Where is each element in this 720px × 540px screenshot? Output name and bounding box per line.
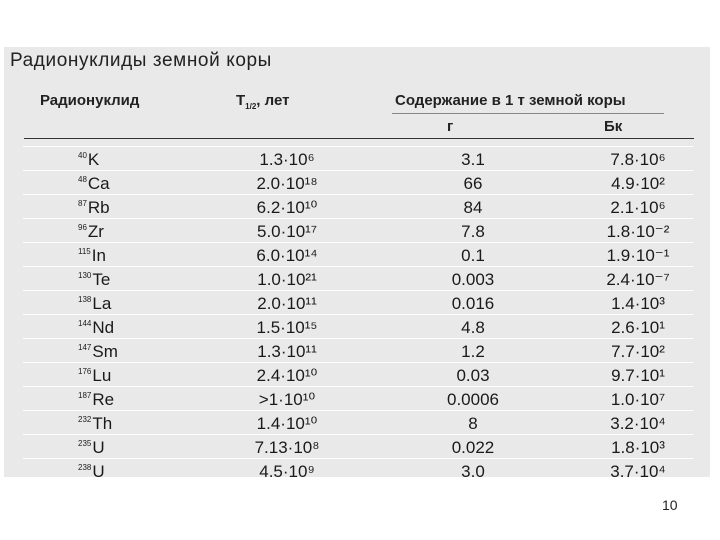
nuclide-cell	[78, 150, 99, 170]
element-symbol: La	[92, 294, 112, 313]
half-life-cell: 1.0·10²¹	[257, 270, 317, 289]
header-content: Содержание в 1 т земной коры	[395, 92, 626, 109]
nuclide-cell	[78, 222, 104, 242]
header-grams: г	[447, 118, 454, 135]
half-life-cell: 1.5·10¹⁵	[256, 318, 318, 337]
header-becquerel: Бк	[604, 118, 623, 135]
grams-cell: 1.2	[461, 342, 485, 361]
mass-number: 238	[78, 463, 92, 472]
half-life-cell: 1.4·10¹⁰	[256, 414, 318, 433]
mass-number: 232	[78, 415, 92, 424]
table-row	[23, 243, 693, 267]
header-half-life-symbol: T	[236, 92, 246, 109]
becquerel-cell: 3.7·10⁴	[610, 462, 666, 481]
grams-cell: 4.8	[461, 318, 485, 337]
table-row	[23, 315, 693, 339]
table-row	[23, 411, 693, 435]
table-row	[23, 171, 693, 195]
becquerel-cell: 2.1·10⁶	[610, 198, 666, 217]
mass-number: 187	[78, 391, 92, 400]
nuclide-cell	[78, 342, 118, 362]
mass-number: 87	[78, 199, 87, 208]
nuclide-cell	[78, 390, 114, 410]
table-row	[23, 387, 693, 411]
nuclide-cell	[78, 198, 110, 218]
header-nuclide: Радионуклид	[40, 92, 140, 109]
becquerel-cell: 2.4·10⁻⁷	[606, 270, 670, 289]
mass-number: 235	[78, 439, 92, 448]
element-symbol: Th	[92, 414, 113, 433]
becquerel-cell: 3.2·10⁴	[610, 414, 666, 433]
half-life-cell: 1.3·10¹¹	[257, 342, 317, 361]
nuclide-cell	[78, 174, 110, 194]
nuclide-cell	[78, 414, 112, 434]
grams-cell: 84	[463, 198, 483, 217]
nuclide-cell	[78, 366, 111, 386]
half-life-cell: 4.5·10⁹	[259, 462, 315, 481]
element-symbol: In	[91, 246, 106, 265]
table-row	[23, 291, 693, 315]
header-half-life	[236, 92, 289, 111]
mass-number: 130	[78, 271, 92, 280]
subheader-divider	[392, 113, 664, 114]
mass-number: 48	[78, 175, 87, 184]
table-row	[23, 146, 693, 171]
nuclide-cell	[78, 270, 110, 290]
element-symbol: Re	[92, 390, 115, 409]
half-life-cell: 7.13·10⁸	[254, 438, 320, 457]
half-life-cell: 6.0·10¹⁴	[256, 246, 318, 265]
grams-cell: 3.1	[461, 150, 485, 169]
mass-number: 115	[78, 247, 91, 256]
mass-number: 138	[78, 295, 92, 304]
nuclide-cell	[78, 318, 114, 338]
half-life-cell: 2.4·10¹⁰	[256, 366, 318, 385]
becquerel-cell: 1.4·10³	[611, 294, 665, 313]
element-symbol: U	[92, 438, 105, 457]
becquerel-cell: 1.8·10⁻²	[606, 222, 670, 241]
element-symbol: Zr	[87, 222, 104, 241]
mass-number: 147	[78, 343, 92, 352]
becquerel-cell: 2.6·10¹	[611, 318, 665, 337]
element-symbol: Sm	[92, 342, 118, 361]
grams-cell: 0.1	[461, 246, 485, 265]
table-row	[23, 219, 693, 243]
becquerel-cell: 7.7·10²	[611, 342, 665, 361]
nuclide-table	[23, 146, 693, 483]
becquerel-cell: 1.0·10⁷	[610, 390, 666, 409]
nuclide-cell	[78, 246, 106, 266]
half-life-cell: 2.0·10¹¹	[257, 294, 317, 313]
element-symbol: Lu	[92, 366, 112, 385]
element-symbol: Rb	[87, 198, 110, 217]
grams-cell: 7.8	[461, 222, 485, 241]
element-symbol: Ca	[87, 174, 110, 193]
element-symbol: Nd	[92, 318, 115, 337]
page-number: 10	[662, 497, 678, 513]
grams-cell: 0.0006	[447, 390, 499, 409]
page-title: Радионуклиды земной коры	[10, 50, 272, 71]
header-divider	[24, 138, 694, 139]
grams-cell: 0.022	[451, 438, 495, 457]
table-row	[23, 339, 693, 363]
grams-cell: 66	[463, 174, 483, 193]
grams-cell: 8	[468, 414, 478, 433]
half-life-cell: >1·10¹⁰	[258, 390, 316, 409]
half-life-cell: 6.2·10¹⁰	[256, 198, 318, 217]
table-row	[23, 435, 693, 459]
header-half-life-sub: 1/2	[245, 102, 257, 111]
half-life-cell: 1.3·10⁶	[259, 150, 315, 169]
mass-number: 176	[78, 367, 92, 376]
element-symbol: K	[87, 150, 100, 169]
half-life-cell: 2.0·10¹⁸	[256, 174, 318, 193]
becquerel-cell: 9.7·10¹	[611, 366, 665, 385]
grams-cell: 3.0	[461, 462, 485, 481]
table-row	[23, 195, 693, 219]
table-row	[23, 267, 693, 291]
becquerel-cell: 1.8·10³	[611, 438, 665, 457]
grams-cell: 0.016	[451, 294, 495, 313]
table-row	[23, 363, 693, 387]
grams-cell: 0.03	[456, 366, 490, 385]
mass-number: 96	[78, 223, 87, 232]
mass-number: 40	[78, 151, 87, 160]
becquerel-cell: 1.9·10⁻¹	[606, 246, 670, 265]
nuclide-cell	[78, 462, 105, 482]
element-symbol: U	[92, 462, 105, 481]
grams-cell: 0.003	[451, 270, 495, 289]
becquerel-cell: 4.9·10²	[611, 174, 665, 193]
nuclide-cell	[78, 438, 105, 458]
half-life-cell: 5.0·10¹⁷	[256, 222, 317, 241]
nuclide-cell	[78, 294, 111, 314]
becquerel-cell: 7.8·10⁶	[610, 150, 666, 169]
mass-number: 144	[78, 319, 92, 328]
element-symbol: Te	[92, 270, 111, 289]
header-half-life-unit: , лет	[256, 92, 290, 109]
table-row	[23, 459, 693, 483]
